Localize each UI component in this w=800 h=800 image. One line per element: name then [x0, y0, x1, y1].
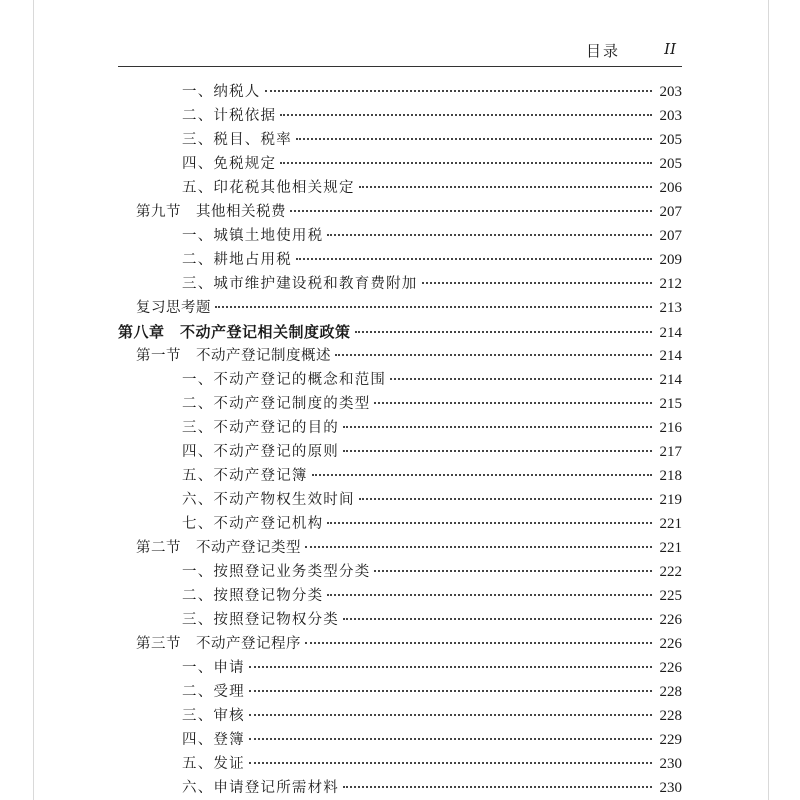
dot-leader [374, 401, 652, 404]
dot-leader [249, 737, 652, 740]
dot-leader [327, 521, 652, 524]
toc-entry-label: 一、城镇土地使用税 [182, 228, 324, 244]
toc-entry-label: 一、申请 [182, 660, 245, 676]
toc-entry-page: 207 [659, 228, 682, 244]
toc-entry[interactable] [118, 80, 682, 104]
toc-entry-page: 215 [659, 396, 682, 412]
toc-entry-page: 230 [659, 756, 682, 772]
toc-entry-label: 四、免税规定 [182, 156, 277, 172]
toc-entry[interactable] [118, 512, 682, 536]
toc-entry[interactable] [118, 224, 682, 248]
toc-entry[interactable] [118, 272, 682, 296]
toc-section[interactable] [118, 296, 682, 320]
dot-leader [280, 113, 652, 116]
toc-entry[interactable] [118, 368, 682, 392]
toc-entry[interactable] [118, 584, 682, 608]
toc-entry-page: 226 [659, 612, 682, 628]
toc-entry[interactable] [118, 440, 682, 464]
toc-entry-page: 222 [659, 564, 682, 580]
toc-entry-label: 七、不动产登记机构 [182, 516, 324, 532]
toc-entry-page: 228 [659, 684, 682, 700]
toc-entry-label: 第三节 不动产登记程序 [136, 636, 301, 652]
dot-leader [343, 425, 652, 428]
page-edge-right [768, 0, 769, 800]
toc-entry-label: 第二节 不动产登记类型 [136, 540, 301, 556]
toc-entry-page: 214 [659, 325, 682, 341]
toc-entry-page: 214 [659, 372, 682, 388]
dot-leader [390, 377, 652, 380]
toc-entry-page: 205 [659, 132, 682, 148]
dot-leader [327, 233, 652, 236]
dot-leader [249, 761, 652, 764]
toc-entry-label: 第八章 不动产登记相关制度政策 [118, 323, 351, 341]
toc-entry-page: 230 [659, 780, 682, 796]
table-of-contents [118, 80, 682, 800]
running-header [118, 38, 682, 67]
toc-section[interactable] [118, 536, 682, 560]
dot-leader [249, 689, 652, 692]
toc-entry-page: 214 [659, 348, 682, 364]
toc-entry-label: 一、按照登记业务类型分类 [182, 564, 371, 580]
toc-chapter[interactable] [118, 320, 682, 344]
toc-entry-label: 二、计税依据 [182, 108, 277, 124]
header-title: 目录 [585, 42, 620, 60]
dot-leader [249, 665, 652, 668]
toc-entry-label: 第一节 不动产登记制度概述 [136, 348, 331, 364]
toc-entry-label: 五、发证 [182, 756, 245, 772]
toc-section[interactable] [118, 344, 682, 368]
dot-leader [335, 353, 652, 356]
toc-entry[interactable] [118, 152, 682, 176]
dot-leader [343, 617, 652, 620]
toc-entry-page: 207 [659, 204, 682, 220]
header-page-number: II [664, 40, 676, 58]
toc-entry-label: 二、按照登记物分类 [182, 588, 324, 604]
toc-entry[interactable] [118, 416, 682, 440]
toc-entry-page: 229 [659, 732, 682, 748]
toc-entry[interactable] [118, 752, 682, 776]
dot-leader [312, 473, 652, 476]
toc-entry[interactable] [118, 176, 682, 200]
toc-entry-page: 226 [659, 636, 682, 652]
toc-entry-page: 203 [659, 108, 682, 124]
toc-entry-page: 221 [659, 540, 682, 556]
toc-entry-page: 226 [659, 660, 682, 676]
toc-entry-page: 206 [659, 180, 682, 196]
toc-entry-page: 205 [659, 156, 682, 172]
dot-leader [355, 330, 652, 333]
toc-entry-label: 复习思考题 [136, 300, 211, 316]
toc-entry-label: 二、不动产登记制度的类型 [182, 396, 371, 412]
toc-entry-label: 三、税目、税率 [182, 132, 292, 148]
toc-entry-label: 四、不动产登记的原则 [182, 444, 339, 460]
toc-entry[interactable] [118, 728, 682, 752]
toc-entry-page: 228 [659, 708, 682, 724]
toc-entry-label: 三、审核 [182, 708, 245, 724]
dot-leader [305, 641, 652, 644]
toc-entry-label: 三、按照登记物权分类 [182, 612, 339, 628]
toc-section[interactable] [118, 632, 682, 656]
toc-entry[interactable] [118, 656, 682, 680]
toc-entry[interactable] [118, 560, 682, 584]
dot-leader [265, 89, 653, 92]
dot-leader [343, 785, 652, 788]
toc-entry-label: 二、受理 [182, 684, 245, 700]
toc-entry-label: 三、城市维护建设税和教育费附加 [182, 276, 418, 292]
page-edge-left [33, 0, 34, 800]
toc-entry[interactable] [118, 104, 682, 128]
dot-leader [359, 497, 652, 500]
toc-entry-label: 第九节 其他相关税费 [136, 204, 286, 220]
dot-leader [305, 545, 652, 548]
toc-entry[interactable] [118, 128, 682, 152]
dot-leader [290, 209, 652, 212]
toc-entry-page: 209 [659, 252, 682, 268]
toc-entry[interactable] [118, 704, 682, 728]
dot-leader [249, 713, 652, 716]
toc-section[interactable] [118, 200, 682, 224]
toc-entry-page: 212 [659, 276, 682, 292]
toc-entry[interactable] [118, 608, 682, 632]
toc-entry-label: 三、不动产登记的目的 [182, 420, 339, 436]
toc-entry-page: 213 [659, 300, 682, 316]
toc-entry[interactable] [118, 680, 682, 704]
dot-leader [422, 281, 653, 284]
toc-entry-page: 216 [659, 420, 682, 436]
dot-leader [280, 161, 652, 164]
toc-entry[interactable] [118, 464, 682, 488]
toc-entry-page: 217 [659, 444, 682, 460]
toc-entry[interactable] [118, 248, 682, 272]
dot-leader [327, 593, 652, 596]
toc-entry-page: 221 [659, 516, 682, 532]
toc-entry-label: 四、登簿 [182, 732, 245, 748]
toc-entry[interactable] [118, 776, 682, 800]
toc-entry-label: 一、纳税人 [182, 84, 261, 100]
dot-leader [296, 137, 652, 140]
dot-leader [215, 305, 652, 308]
dot-leader [359, 185, 652, 188]
toc-entry-label: 六、不动产物权生效时间 [182, 492, 355, 508]
dot-leader [343, 449, 652, 452]
toc-entry-page: 203 [659, 84, 682, 100]
toc-entry-page: 225 [659, 588, 682, 604]
dot-leader [374, 569, 652, 572]
toc-entry-label: 五、印花税其他相关规定 [182, 180, 355, 196]
toc-entry-page: 218 [659, 468, 682, 484]
toc-entry-label: 一、不动产登记的概念和范围 [182, 372, 387, 388]
dot-leader [296, 257, 652, 260]
toc-entry[interactable] [118, 392, 682, 416]
toc-entry-label: 五、不动产登记簿 [182, 468, 308, 484]
toc-entry-page: 219 [659, 492, 682, 508]
toc-entry-label: 二、耕地占用税 [182, 252, 292, 268]
toc-entry-label: 六、申请登记所需材料 [182, 780, 339, 796]
toc-entry[interactable] [118, 488, 682, 512]
